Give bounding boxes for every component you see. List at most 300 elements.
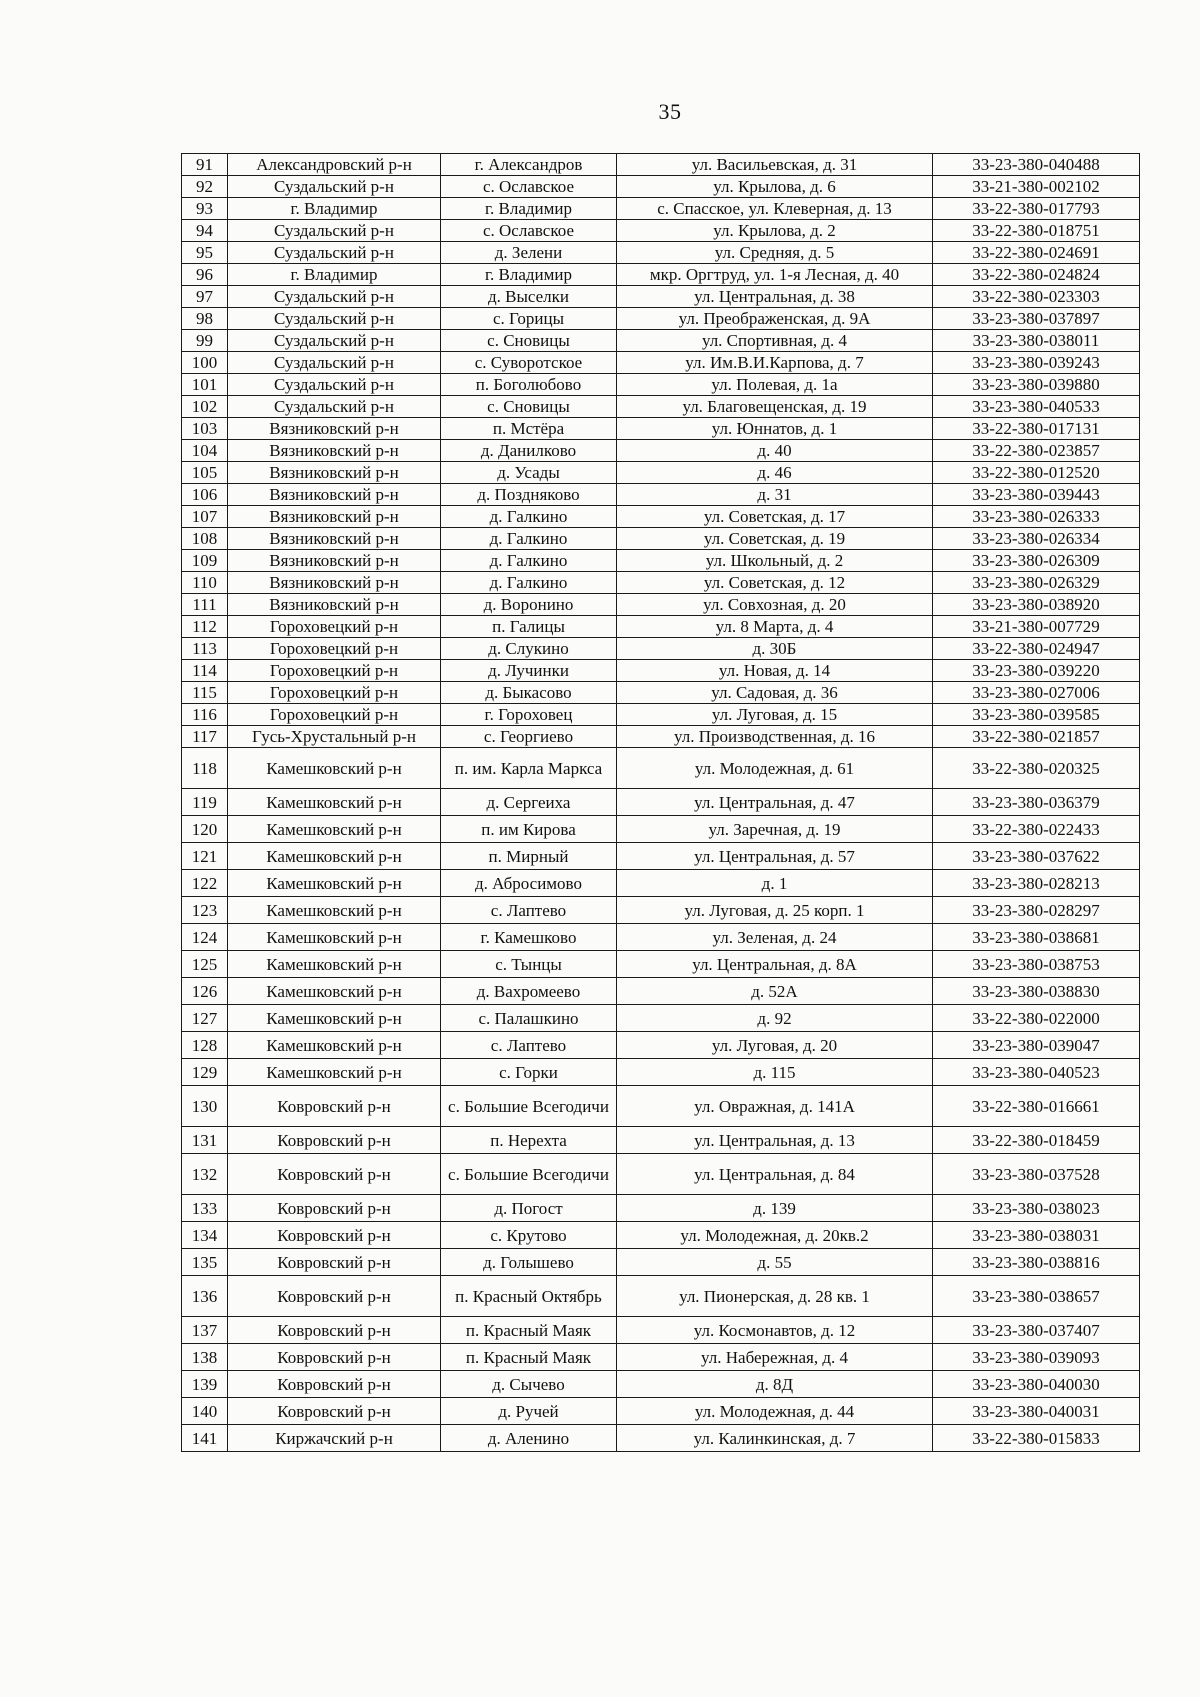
address-cell: д. 139 <box>617 1195 933 1222</box>
table-row <box>182 198 1140 220</box>
settlement-cell: п. Боголюбово <box>441 374 617 396</box>
address-cell: ул. Крылова, д. 6 <box>617 176 933 198</box>
settlement-cell: г. Александров <box>441 154 617 176</box>
table-row <box>182 1371 1140 1398</box>
settlement-cell: д. Галкино <box>441 572 617 594</box>
registry-code-cell: 33-22-380-017131 <box>933 418 1140 440</box>
registry-code-cell: 33-23-380-038681 <box>933 924 1140 951</box>
address-cell: д. 52А <box>617 978 933 1005</box>
settlement-cell: г. Владимир <box>441 264 617 286</box>
address-cell: ул. Крылова, д. 2 <box>617 220 933 242</box>
table-row <box>182 396 1140 418</box>
registry-code-cell: 33-22-380-022000 <box>933 1005 1140 1032</box>
row-number-cell: 112 <box>182 616 228 638</box>
district-cell: Камешковский р-н <box>228 843 441 870</box>
row-number-cell: 121 <box>182 843 228 870</box>
row-number-cell: 114 <box>182 660 228 682</box>
settlement-cell: д. Лучинки <box>441 660 617 682</box>
registry-code-cell: 33-21-380-002102 <box>933 176 1140 198</box>
address-cell: ул. Васильевская, д. 31 <box>617 154 933 176</box>
settlement-cell: п. Красный Октябрь <box>441 1276 617 1317</box>
address-cell: ул. Центральная, д. 38 <box>617 286 933 308</box>
settlement-cell: д. Зелени <box>441 242 617 264</box>
district-cell: Вязниковский р-н <box>228 528 441 550</box>
table-row <box>182 1222 1140 1249</box>
address-cell: ул. Средняя, д. 5 <box>617 242 933 264</box>
settlement-cell: д. Воронино <box>441 594 617 616</box>
row-number-cell: 102 <box>182 396 228 418</box>
settlement-cell: д. Галкино <box>441 550 617 572</box>
row-number-cell: 139 <box>182 1371 228 1398</box>
address-cell: ул. Калинкинская, д. 7 <box>617 1425 933 1452</box>
settlement-cell: д. Вахромеево <box>441 978 617 1005</box>
district-cell: Камешковский р-н <box>228 924 441 951</box>
registry-code-cell: 33-23-380-038816 <box>933 1249 1140 1276</box>
settlement-cell: п. Мирный <box>441 843 617 870</box>
address-cell: ул. Благовещенская, д. 19 <box>617 396 933 418</box>
table-row <box>182 550 1140 572</box>
settlement-cell: п. Мстёра <box>441 418 617 440</box>
district-cell: г. Владимир <box>228 264 441 286</box>
table-row <box>182 682 1140 704</box>
settlement-cell: д. Галкино <box>441 506 617 528</box>
registry-code-cell: 33-22-380-012520 <box>933 462 1140 484</box>
registry-code-cell: 33-23-380-037528 <box>933 1154 1140 1195</box>
settlement-cell: с. Лаптево <box>441 1032 617 1059</box>
address-cell: ул. Луговая, д. 25 корп. 1 <box>617 897 933 924</box>
settlement-cell: г. Владимир <box>441 198 617 220</box>
settlement-cell: д. Данилково <box>441 440 617 462</box>
settlement-cell: д. Сергеиха <box>441 789 617 816</box>
row-number-cell: 115 <box>182 682 228 704</box>
registry-code-cell: 33-23-380-026329 <box>933 572 1140 594</box>
row-number-cell: 133 <box>182 1195 228 1222</box>
table-row <box>182 1344 1140 1371</box>
district-cell: Суздальский р-н <box>228 330 441 352</box>
settlement-cell: с. Суворотское <box>441 352 617 374</box>
row-number-cell: 106 <box>182 484 228 506</box>
address-cell: ул. Спортивная, д. 4 <box>617 330 933 352</box>
table-row <box>182 616 1140 638</box>
district-cell: Вязниковский р-н <box>228 440 441 462</box>
registry-code-cell: 33-22-380-018751 <box>933 220 1140 242</box>
district-cell: Камешковский р-н <box>228 978 441 1005</box>
district-cell: Ковровский р-н <box>228 1127 441 1154</box>
table-row <box>182 154 1140 176</box>
district-cell: Камешковский р-н <box>228 1005 441 1032</box>
registry-code-cell: 33-23-380-026309 <box>933 550 1140 572</box>
district-cell: Камешковский р-н <box>228 870 441 897</box>
row-number-cell: 127 <box>182 1005 228 1032</box>
row-number-cell: 126 <box>182 978 228 1005</box>
settlement-cell: д. Поздняково <box>441 484 617 506</box>
row-number-cell: 135 <box>182 1249 228 1276</box>
registry-code-cell: 33-22-380-024947 <box>933 638 1140 660</box>
registry-code-cell: 33-23-380-038657 <box>933 1276 1140 1317</box>
table-row <box>182 330 1140 352</box>
district-cell: Суздальский р-н <box>228 374 441 396</box>
address-cell: д. 1 <box>617 870 933 897</box>
row-number-cell: 137 <box>182 1317 228 1344</box>
registry-code-cell: 33-23-380-040031 <box>933 1398 1140 1425</box>
registry-code-cell: 33-23-380-028213 <box>933 870 1140 897</box>
settlement-cell: с. Тынцы <box>441 951 617 978</box>
row-number-cell: 91 <box>182 154 228 176</box>
settlement-cell: п. им. Карла Маркса <box>441 748 617 789</box>
address-cell: ул. Преображенская, д. 9А <box>617 308 933 330</box>
row-number-cell: 108 <box>182 528 228 550</box>
settlement-cell: д. Галкино <box>441 528 617 550</box>
district-cell: Ковровский р-н <box>228 1344 441 1371</box>
district-cell: Ковровский р-н <box>228 1154 441 1195</box>
table-row <box>182 352 1140 374</box>
district-cell: Камешковский р-н <box>228 1032 441 1059</box>
registry-code-cell: 33-23-380-038023 <box>933 1195 1140 1222</box>
table-row <box>182 1195 1140 1222</box>
row-number-cell: 103 <box>182 418 228 440</box>
address-cell: ул. Школьный, д. 2 <box>617 550 933 572</box>
table-row <box>182 951 1140 978</box>
row-number-cell: 138 <box>182 1344 228 1371</box>
registry-code-cell: 33-23-380-026333 <box>933 506 1140 528</box>
row-number-cell: 113 <box>182 638 228 660</box>
district-cell: Вязниковский р-н <box>228 418 441 440</box>
registry-code-cell: 33-23-380-040488 <box>933 154 1140 176</box>
row-number-cell: 119 <box>182 789 228 816</box>
district-cell: Вязниковский р-н <box>228 572 441 594</box>
district-cell: Гусь-Хрустальный р-н <box>228 726 441 748</box>
table-row <box>182 1425 1140 1452</box>
address-cell: ул. Им.В.И.Карпова, д. 7 <box>617 352 933 374</box>
district-cell: Камешковский р-н <box>228 816 441 843</box>
table-row <box>182 286 1140 308</box>
table-row <box>182 440 1140 462</box>
registry-code-cell: 33-22-380-018459 <box>933 1127 1140 1154</box>
district-cell: г. Владимир <box>228 198 441 220</box>
address-cell: ул. Садовая, д. 36 <box>617 682 933 704</box>
district-cell: Гороховецкий р-н <box>228 682 441 704</box>
row-number-cell: 132 <box>182 1154 228 1195</box>
registry-code-cell: 33-23-380-040030 <box>933 1371 1140 1398</box>
registry-code-cell: 33-23-380-039093 <box>933 1344 1140 1371</box>
registry-code-cell: 33-23-380-038920 <box>933 594 1140 616</box>
table-row <box>182 978 1140 1005</box>
address-cell: ул. Совхозная, д. 20 <box>617 594 933 616</box>
settlement-cell: п. Нерехта <box>441 1127 617 1154</box>
registry-code-cell: 33-23-380-039880 <box>933 374 1140 396</box>
address-cell: ул. Заречная, д. 19 <box>617 816 933 843</box>
settlement-cell: д. Сычево <box>441 1371 617 1398</box>
row-number-cell: 104 <box>182 440 228 462</box>
address-cell: ул. Центральная, д. 47 <box>617 789 933 816</box>
address-cell: ул. Советская, д. 12 <box>617 572 933 594</box>
address-cell: д. 92 <box>617 1005 933 1032</box>
settlement-cell: с. Сновицы <box>441 396 617 418</box>
address-cell: д. 55 <box>617 1249 933 1276</box>
district-cell: Вязниковский р-н <box>228 484 441 506</box>
address-cell: д. 46 <box>617 462 933 484</box>
table-row <box>182 1127 1140 1154</box>
row-number-cell: 123 <box>182 897 228 924</box>
page-number: 35 <box>658 99 682 124</box>
district-cell: Суздальский р-н <box>228 176 441 198</box>
registry-code-cell: 33-22-380-023857 <box>933 440 1140 462</box>
address-cell: ул. Овражная, д. 141А <box>617 1086 933 1127</box>
table-row <box>182 1317 1140 1344</box>
registry-code-cell: 33-22-380-021857 <box>933 726 1140 748</box>
row-number-cell: 124 <box>182 924 228 951</box>
address-cell: ул. Центральная, д. 84 <box>617 1154 933 1195</box>
address-cell: ул. Луговая, д. 15 <box>617 704 933 726</box>
settlement-cell: с. Палашкино <box>441 1005 617 1032</box>
registry-code-cell: 33-23-380-027006 <box>933 682 1140 704</box>
district-cell: Киржачский р-н <box>228 1425 441 1452</box>
table-row <box>182 660 1140 682</box>
registry-code-cell: 33-23-380-039585 <box>933 704 1140 726</box>
row-number-cell: 93 <box>182 198 228 220</box>
registry-code-cell: 33-23-380-038011 <box>933 330 1140 352</box>
registry-code-cell: 33-23-380-036379 <box>933 789 1140 816</box>
registry-table <box>181 153 1140 1452</box>
row-number-cell: 129 <box>182 1059 228 1086</box>
district-cell: Камешковский р-н <box>228 789 441 816</box>
row-number-cell: 117 <box>182 726 228 748</box>
settlement-cell: д. Голышево <box>441 1249 617 1276</box>
table-row <box>182 1086 1140 1127</box>
address-cell: ул. Советская, д. 17 <box>617 506 933 528</box>
table-row <box>182 704 1140 726</box>
district-cell: Суздальский р-н <box>228 308 441 330</box>
row-number-cell: 94 <box>182 220 228 242</box>
settlement-cell: д. Абросимово <box>441 870 617 897</box>
table-row <box>182 897 1140 924</box>
row-number-cell: 99 <box>182 330 228 352</box>
address-cell: ул. 8 Марта, д. 4 <box>617 616 933 638</box>
settlement-cell: д. Быкасово <box>441 682 617 704</box>
address-cell: с. Спасское, ул. Клеверная, д. 13 <box>617 198 933 220</box>
district-cell: Суздальский р-н <box>228 286 441 308</box>
registry-code-cell: 33-21-380-007729 <box>933 616 1140 638</box>
table-row <box>182 789 1140 816</box>
district-cell: Суздальский р-н <box>228 352 441 374</box>
district-cell: Вязниковский р-н <box>228 550 441 572</box>
district-cell: Александровский р-н <box>228 154 441 176</box>
settlement-cell: д. Слукино <box>441 638 617 660</box>
settlement-cell: с. Большие Всегодичи <box>441 1086 617 1127</box>
address-cell: д. 31 <box>617 484 933 506</box>
district-cell: Камешковский р-н <box>228 1059 441 1086</box>
row-number-cell: 105 <box>182 462 228 484</box>
registry-code-cell: 33-22-380-020325 <box>933 748 1140 789</box>
table-row <box>182 816 1140 843</box>
address-cell: ул. Зеленая, д. 24 <box>617 924 933 951</box>
settlement-cell: с. Сновицы <box>441 330 617 352</box>
district-cell: Камешковский р-н <box>228 951 441 978</box>
registry-code-cell: 33-23-380-037897 <box>933 308 1140 330</box>
district-cell: Ковровский р-н <box>228 1317 441 1344</box>
table-row <box>182 1059 1140 1086</box>
district-cell: Суздальский р-н <box>228 220 441 242</box>
address-cell: ул. Советская, д. 19 <box>617 528 933 550</box>
settlement-cell: с. Горки <box>441 1059 617 1086</box>
table-row <box>182 220 1140 242</box>
table-row <box>182 308 1140 330</box>
settlement-cell: д. Погост <box>441 1195 617 1222</box>
table-row <box>182 1249 1140 1276</box>
row-number-cell: 141 <box>182 1425 228 1452</box>
registry-code-cell: 33-23-380-037407 <box>933 1317 1140 1344</box>
address-cell: мкр. Оргтруд, ул. 1-я Лесная, д. 40 <box>617 264 933 286</box>
registry-code-cell: 33-22-380-023303 <box>933 286 1140 308</box>
row-number-cell: 118 <box>182 748 228 789</box>
address-cell: д. 30Б <box>617 638 933 660</box>
row-number-cell: 95 <box>182 242 228 264</box>
settlement-cell: с. Крутово <box>441 1222 617 1249</box>
settlement-cell: п. Красный Маяк <box>441 1317 617 1344</box>
table-row <box>182 870 1140 897</box>
registry-code-cell: 33-23-380-028297 <box>933 897 1140 924</box>
address-cell: ул. Молодежная, д. 44 <box>617 1398 933 1425</box>
registry-code-cell: 33-23-380-038031 <box>933 1222 1140 1249</box>
row-number-cell: 134 <box>182 1222 228 1249</box>
row-number-cell: 140 <box>182 1398 228 1425</box>
row-number-cell: 101 <box>182 374 228 396</box>
settlement-cell: с. Горицы <box>441 308 617 330</box>
address-cell: ул. Центральная, д. 57 <box>617 843 933 870</box>
address-cell: ул. Новая, д. 14 <box>617 660 933 682</box>
address-cell: ул. Луговая, д. 20 <box>617 1032 933 1059</box>
registry-code-cell: 33-23-380-039220 <box>933 660 1140 682</box>
settlement-cell: с. Ославское <box>441 176 617 198</box>
row-number-cell: 122 <box>182 870 228 897</box>
row-number-cell: 116 <box>182 704 228 726</box>
district-cell: Ковровский р-н <box>228 1371 441 1398</box>
address-cell: д. 8Д <box>617 1371 933 1398</box>
district-cell: Ковровский р-н <box>228 1398 441 1425</box>
row-number-cell: 96 <box>182 264 228 286</box>
table-row <box>182 748 1140 789</box>
district-cell: Гороховецкий р-н <box>228 660 441 682</box>
registry-code-cell: 33-22-380-022433 <box>933 816 1140 843</box>
registry-code-cell: 33-22-380-015833 <box>933 1425 1140 1452</box>
registry-code-cell: 33-22-380-024824 <box>933 264 1140 286</box>
settlement-cell: д. Аленино <box>441 1425 617 1452</box>
row-number-cell: 97 <box>182 286 228 308</box>
settlement-cell: с. Большие Всегодичи <box>441 1154 617 1195</box>
registry-code-cell: 33-22-380-017793 <box>933 198 1140 220</box>
registry-code-cell: 33-23-380-026334 <box>933 528 1140 550</box>
address-cell: ул. Полевая, д. 1а <box>617 374 933 396</box>
table-row <box>182 418 1140 440</box>
district-cell: Суздальский р-н <box>228 242 441 264</box>
row-number-cell: 98 <box>182 308 228 330</box>
row-number-cell: 136 <box>182 1276 228 1317</box>
row-number-cell: 110 <box>182 572 228 594</box>
address-cell: ул. Молодежная, д. 20кв.2 <box>617 1222 933 1249</box>
row-number-cell: 128 <box>182 1032 228 1059</box>
settlement-cell: д. Усады <box>441 462 617 484</box>
registry-code-cell: 33-23-380-039047 <box>933 1032 1140 1059</box>
address-cell: ул. Юннатов, д. 1 <box>617 418 933 440</box>
table-row <box>182 1398 1140 1425</box>
table-row <box>182 242 1140 264</box>
row-number-cell: 109 <box>182 550 228 572</box>
settlement-cell: п. Галицы <box>441 616 617 638</box>
address-cell: д. 115 <box>617 1059 933 1086</box>
table-row <box>182 1005 1140 1032</box>
registry-code-cell: 33-23-380-040523 <box>933 1059 1140 1086</box>
district-cell: Ковровский р-н <box>228 1195 441 1222</box>
table-row <box>182 462 1140 484</box>
table-row <box>182 176 1140 198</box>
district-cell: Ковровский р-н <box>228 1249 441 1276</box>
district-cell: Камешковский р-н <box>228 748 441 789</box>
row-number-cell: 111 <box>182 594 228 616</box>
row-number-cell: 125 <box>182 951 228 978</box>
district-cell: Ковровский р-н <box>228 1276 441 1317</box>
registry-code-cell: 33-23-380-039243 <box>933 352 1140 374</box>
table-row <box>182 528 1140 550</box>
settlement-cell: с. Ославское <box>441 220 617 242</box>
district-cell: Вязниковский р-н <box>228 594 441 616</box>
row-number-cell: 120 <box>182 816 228 843</box>
table-row <box>182 594 1140 616</box>
row-number-cell: 130 <box>182 1086 228 1127</box>
settlement-cell: с. Георгиево <box>441 726 617 748</box>
settlement-cell: д. Ручей <box>441 1398 617 1425</box>
registry-sheet <box>181 153 1139 1452</box>
settlement-cell: п. Красный Маяк <box>441 1344 617 1371</box>
district-cell: Гороховецкий р-н <box>228 704 441 726</box>
district-cell: Ковровский р-н <box>228 1222 441 1249</box>
settlement-cell: д. Выселки <box>441 286 617 308</box>
district-cell: Ковровский р-н <box>228 1086 441 1127</box>
settlement-cell: с. Лаптево <box>441 897 617 924</box>
table-row <box>182 924 1140 951</box>
table-row <box>182 638 1140 660</box>
table-row <box>182 374 1140 396</box>
registry-code-cell: 33-22-380-024691 <box>933 242 1140 264</box>
district-cell: Гороховецкий р-н <box>228 616 441 638</box>
registry-code-cell: 33-23-380-038830 <box>933 978 1140 1005</box>
address-cell: ул. Центральная, д. 13 <box>617 1127 933 1154</box>
district-cell: Вязниковский р-н <box>228 462 441 484</box>
address-cell: ул. Производственная, д. 16 <box>617 726 933 748</box>
settlement-cell: г. Камешково <box>441 924 617 951</box>
table-row <box>182 726 1140 748</box>
settlement-cell: п. им Кирова <box>441 816 617 843</box>
registry-code-cell: 33-23-380-038753 <box>933 951 1140 978</box>
address-cell: ул. Набережная, д. 4 <box>617 1344 933 1371</box>
registry-code-cell: 33-22-380-016661 <box>933 1086 1140 1127</box>
table-row <box>182 264 1140 286</box>
address-cell: д. 40 <box>617 440 933 462</box>
table-row <box>182 1154 1140 1195</box>
address-cell: ул. Пионерская, д. 28 кв. 1 <box>617 1276 933 1317</box>
row-number-cell: 100 <box>182 352 228 374</box>
address-cell: ул. Молодежная, д. 61 <box>617 748 933 789</box>
registry-code-cell: 33-23-380-037622 <box>933 843 1140 870</box>
registry-table-body <box>182 154 1140 1452</box>
address-cell: ул. Центральная, д. 8А <box>617 951 933 978</box>
table-row <box>182 1276 1140 1317</box>
table-row <box>182 843 1140 870</box>
table-row <box>182 572 1140 594</box>
row-number-cell: 131 <box>182 1127 228 1154</box>
registry-code-cell: 33-23-380-040533 <box>933 396 1140 418</box>
row-number-cell: 107 <box>182 506 228 528</box>
row-number-cell: 92 <box>182 176 228 198</box>
